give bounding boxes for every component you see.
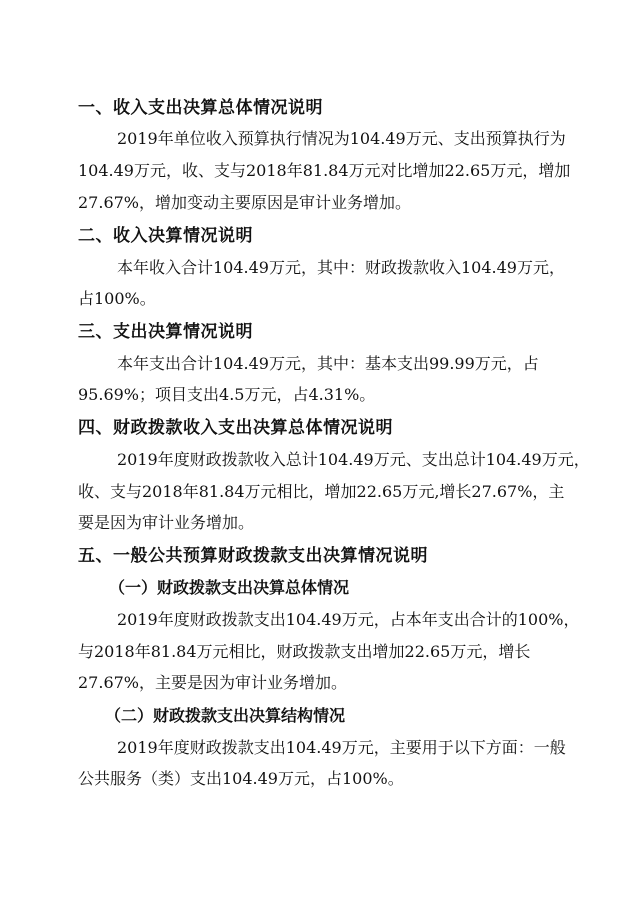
section-2-heading: 二、收入决算情况说明 bbox=[78, 226, 253, 246]
section-3-heading: 三、支出决算情况说明 bbox=[78, 322, 253, 342]
subsection-5-2-heading: （二）财政拨款支出决算结构情况 bbox=[105, 706, 346, 725]
subsection-5-1-line-1: 2019年度财政拨款支出104.49万元，占本年支出合计的100%， bbox=[117, 610, 580, 629]
subsection-5-1-line-2: 与2018年81.84万元相比，财政拨款支出增加22.65万元，增长 bbox=[78, 642, 531, 661]
section-4-line-2: 收、支与2018年81.84万元相比，增加22.65万元,增长27.67%，主 bbox=[78, 482, 565, 501]
section-4-heading: 四、财政拨款收入支出决算总体情况说明 bbox=[78, 418, 393, 438]
section-4-line-3: 要是因为审计业务增加。 bbox=[78, 513, 255, 532]
section-3-line-1: 本年支出合计104.49万元，其中：基本支出99.99万元，占 bbox=[117, 354, 539, 373]
section-3-line-2: 95.69%；项目支出4.5万元，占4.31%。 bbox=[78, 385, 376, 404]
subsection-5-2-line-2: 公共服务（类）支出104.49万元，占100%。 bbox=[78, 769, 404, 788]
subsection-5-2-line-1: 2019年度财政拨款支出104.49万元，主要用于以下方面：一般 bbox=[117, 738, 566, 757]
subsection-5-1-line-3: 27.67%，主要是因为审计业务增加。 bbox=[78, 673, 348, 692]
section-1-heading: 一、收入支出决算总体情况说明 bbox=[78, 98, 323, 118]
subsection-5-1-heading: （一）财政拨款支出决算总体情况 bbox=[109, 578, 350, 597]
section-4-line-1: 2019年度财政拨款收入总计104.49万元、支出总计104.49万元， bbox=[117, 450, 590, 469]
section-1-line-2: 104.49万元，收、支与2018年81.84万元对比增加22.65万元，增加 bbox=[78, 161, 571, 180]
section-1-line-3: 27.67%，增加变动主要原因是审计业务增加。 bbox=[78, 193, 412, 212]
section-2-line-2: 占100%。 bbox=[78, 289, 156, 308]
section-2-line-1: 本年收入合计104.49万元，其中：财政拨款收入104.49万元， bbox=[117, 258, 565, 277]
section-5-heading: 五、一般公共预算财政拨款支出决算情况说明 bbox=[78, 546, 428, 566]
section-1-line-1: 2019年单位收入预算执行情况为104.49万元、支出预算执行为 bbox=[117, 129, 566, 148]
